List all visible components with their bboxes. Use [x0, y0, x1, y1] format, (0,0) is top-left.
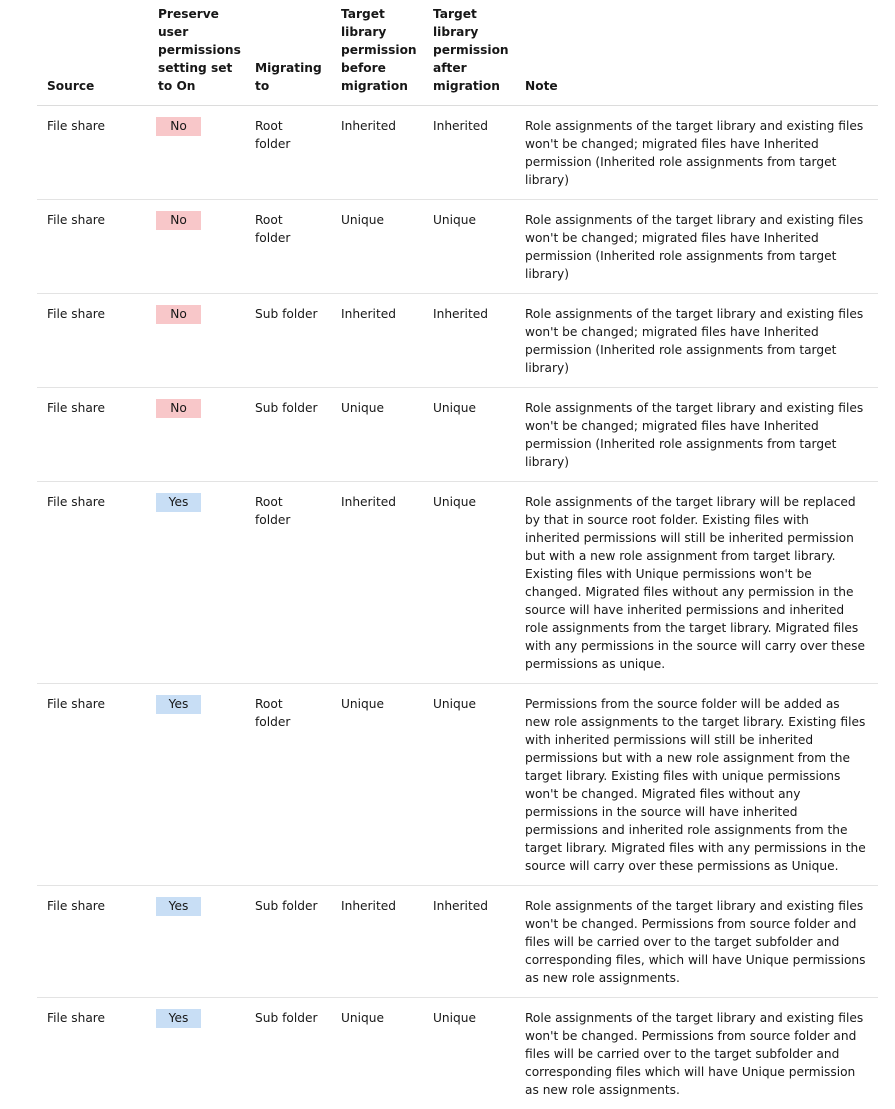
- cell-after: Unique: [423, 998, 515, 1109]
- cell-before: Unique: [331, 200, 423, 294]
- table-header-row: [37, 0, 878, 106]
- cell-before: Inherited: [331, 886, 423, 998]
- cell-source: File share: [37, 886, 148, 998]
- cell-preserve: [148, 998, 245, 1109]
- status-badge-yes: Yes: [156, 493, 201, 512]
- status-badge-no: No: [156, 117, 201, 136]
- cell-source: File share: [37, 106, 148, 200]
- cell-preserve: [148, 886, 245, 998]
- table-row: [37, 388, 878, 482]
- cell-note: Role assignments of the target library and existing files won't be changed; migrated files have Inherited permission (Inherited role assignments from target library): [515, 388, 878, 482]
- cell-before: Unique: [331, 684, 423, 886]
- table-row: [37, 886, 878, 998]
- status-badge-yes: Yes: [156, 1009, 201, 1028]
- table-row: [37, 294, 878, 388]
- cell-note: Role assignments of the target library will be replaced by that in source root folder. Existing files with inherited permissions will still be inherited permission but with a new role assignment from target library. Existing files with Unique permissions won't be changed. Migrated files without any permission in the source will have inherited permissions and inherited role assignments from the target library. Migrated files with any permissions in the source will carry over these permissions as unique.: [515, 482, 878, 684]
- header-permission-before: Target library permission before migration: [331, 0, 423, 106]
- cell-preserve: [148, 294, 245, 388]
- table-row: [37, 482, 878, 684]
- status-badge-yes: Yes: [156, 695, 201, 714]
- cell-after: Unique: [423, 482, 515, 684]
- cell-after: Unique: [423, 684, 515, 886]
- header-source: Source: [37, 0, 148, 106]
- cell-note: Role assignments of the target library and existing files won't be changed. Permissions from source folder and files will be carried over to the target subfolder and corresponding files, which will have Unique permissions as new role assignments.: [515, 886, 878, 998]
- cell-preserve: [148, 684, 245, 886]
- cell-note: Permissions from the source folder will be added as new role assignments to the target library. Existing files with inherited permissions will still be inherited permissions but with a new role assignment from the target library. Existing files with unique permissions won't be changed. Migrated files without any permissions in the source will have inherited permissions and inherited role assignments from the target library. Migrated files with any permissions in the source will carry over these permissions as Unique.: [515, 684, 878, 886]
- cell-migrating-to: Sub folder: [245, 294, 331, 388]
- cell-migrating-to: Root folder: [245, 106, 331, 200]
- status-badge-yes: Yes: [156, 897, 201, 916]
- cell-note: Role assignments of the target library and existing files won't be changed; migrated files have Inherited permission (Inherited role assignments from target library): [515, 200, 878, 294]
- permissions-table: [37, 0, 878, 1109]
- cell-note: Role assignments of the target library and existing files won't be changed; migrated files have Inherited permission (Inherited role assignments from target library): [515, 294, 878, 388]
- cell-migrating-to: Sub folder: [245, 388, 331, 482]
- cell-preserve: [148, 200, 245, 294]
- cell-migrating-to: Root folder: [245, 200, 331, 294]
- header-note: Note: [515, 0, 878, 106]
- cell-source: File share: [37, 482, 148, 684]
- cell-before: Inherited: [331, 106, 423, 200]
- table-row: [37, 200, 878, 294]
- cell-after: Unique: [423, 200, 515, 294]
- cell-source: File share: [37, 684, 148, 886]
- header-migrating-to: Migrating to: [245, 0, 331, 106]
- cell-migrating-to: Root folder: [245, 482, 331, 684]
- cell-note: Role assignments of the target library and existing files won't be changed; migrated files have Inherited permission (Inherited role assignments from target library): [515, 106, 878, 200]
- cell-source: File share: [37, 200, 148, 294]
- header-preserve-permissions: Preserve user permissions setting set to On: [148, 0, 245, 106]
- status-badge-no: No: [156, 305, 201, 324]
- cell-before: Unique: [331, 388, 423, 482]
- cell-preserve: [148, 106, 245, 200]
- cell-after: Inherited: [423, 294, 515, 388]
- cell-before: Inherited: [331, 482, 423, 684]
- cell-migrating-to: Sub folder: [245, 998, 331, 1109]
- status-badge-no: No: [156, 211, 201, 230]
- cell-migrating-to: Root folder: [245, 684, 331, 886]
- table-row: [37, 684, 878, 886]
- cell-after: Inherited: [423, 886, 515, 998]
- cell-before: Unique: [331, 998, 423, 1109]
- cell-preserve: [148, 388, 245, 482]
- cell-source: File share: [37, 388, 148, 482]
- cell-source: File share: [37, 294, 148, 388]
- cell-after: Inherited: [423, 106, 515, 200]
- table-row: [37, 106, 878, 200]
- cell-after: Unique: [423, 388, 515, 482]
- status-badge-no: No: [156, 399, 201, 418]
- cell-migrating-to: Sub folder: [245, 886, 331, 998]
- cell-note: Role assignments of the target library and existing files won't be changed. Permissions from source folder and files will be carried over to the target subfolder and corresponding files which will have Unique permission as new role assignments.: [515, 998, 878, 1109]
- permissions-table-container: [37, 0, 878, 1109]
- table-row: [37, 998, 878, 1109]
- header-permission-after: Target library permission after migration: [423, 0, 515, 106]
- cell-source: File share: [37, 998, 148, 1109]
- cell-preserve: [148, 482, 245, 684]
- cell-before: Inherited: [331, 294, 423, 388]
